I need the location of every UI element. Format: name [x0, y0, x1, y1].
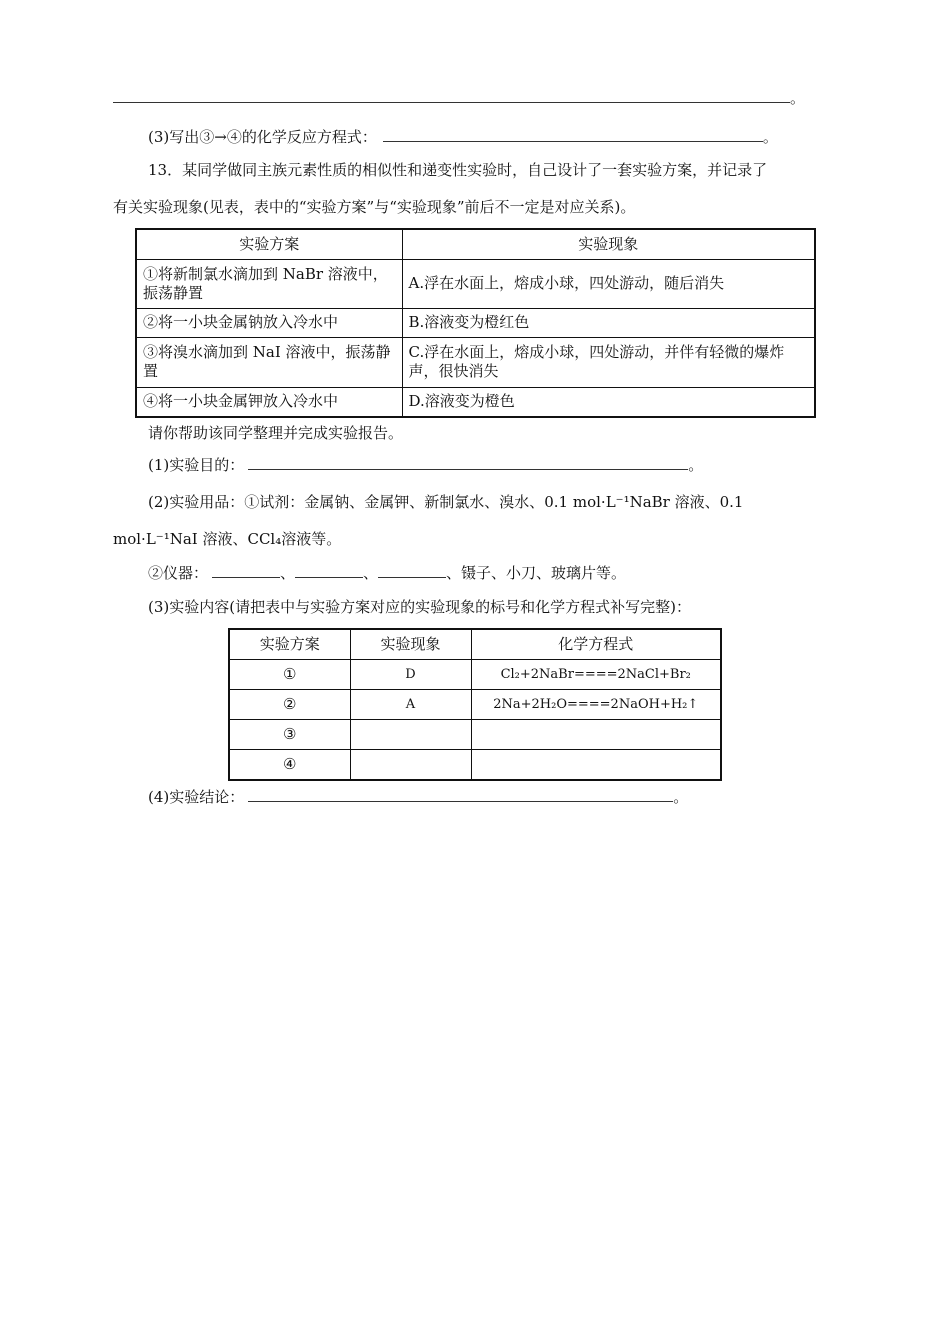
instruments-rest: 、镊子、小刀、玻璃片等。 — [446, 564, 627, 582]
conclusion-blank[interactable] — [248, 787, 673, 802]
phenomenon-blank[interactable] — [350, 719, 471, 749]
table-header: 实验现象 — [350, 629, 471, 659]
table-header: 化学方程式 — [471, 629, 721, 659]
separator: 、 — [363, 564, 379, 582]
table-cell: ② — [229, 689, 350, 719]
experiment-content-table — [228, 628, 722, 781]
q12-part3 — [148, 127, 778, 147]
purpose-blank[interactable] — [248, 455, 688, 470]
table-cell: ④ — [229, 749, 350, 780]
period: 。 — [762, 128, 778, 146]
table-row — [136, 259, 815, 308]
instruments-label: ②仪器： — [148, 564, 209, 582]
equation-blank[interactable] — [471, 749, 721, 780]
equation-blank[interactable] — [471, 719, 721, 749]
phenomenon-blank[interactable] — [350, 749, 471, 780]
instruments — [148, 563, 626, 583]
period: 。 — [790, 89, 806, 107]
request-text: 请你帮助该同学整理并完成实验报告。 — [148, 424, 404, 442]
table-header: 实验现象 — [402, 229, 815, 259]
table-row — [229, 689, 721, 719]
answer-line-blank — [113, 88, 805, 108]
table-cell: ②将一小块金属钠放入冷水中 — [136, 308, 402, 337]
q13-intro-line2: 有关实验现象(见表，表中的“实验方案”与“实验现象”前后不一定是对应关系)。 — [113, 198, 636, 216]
part2-line2: mol·L⁻¹NaI 溶液、CCl₄溶液等。 — [113, 530, 342, 548]
instrument-blank-1[interactable] — [212, 563, 280, 578]
table-row — [229, 749, 721, 780]
q13-intro-line1: 13．某同学做同主族元素性质的相似性和递变性实验时，自己设计了一套实验方案，并记录了 — [148, 161, 768, 179]
part1 — [148, 455, 703, 475]
part4-label: (4)实验结论： — [148, 788, 245, 806]
table-cell: ①将新制氯水滴加到 NaBr 溶液中，振荡静置 — [136, 259, 402, 308]
part2-line1: (2)实验用品：①试剂：金属钠、金属钾、新制氯水、溴水、0.1 mol·L⁻¹NaBr 溶液、0.1 — [148, 493, 744, 511]
table-cell: D.溶液变为橙色 — [402, 387, 815, 417]
separator: 、 — [280, 564, 296, 582]
table-cell: A — [350, 689, 471, 719]
table-cell: ③将溴水滴加到 NaI 溶液中，振荡静置 — [136, 337, 402, 387]
part3-label: (3)实验内容(请把表中与实验方案对应的实验现象的标号和化学方程式补写完整)： — [148, 598, 691, 616]
answer-blank[interactable] — [113, 88, 790, 103]
equation-cell: Cl₂+2NaBr====2NaCl+Br₂ — [471, 659, 721, 689]
table-row — [229, 719, 721, 749]
table-cell: A.浮在水面上，熔成小球，四处游动，随后消失 — [402, 259, 815, 308]
instrument-blank-2[interactable] — [295, 563, 363, 578]
part3-answer-blank[interactable] — [383, 127, 763, 142]
table-header: 实验方案 — [229, 629, 350, 659]
table-cell: B.溶液变为橙红色 — [402, 308, 815, 337]
table-row — [229, 659, 721, 689]
part1-label: (1)实验目的： — [148, 456, 245, 474]
instrument-blank-3[interactable] — [378, 563, 446, 578]
table-cell: C.浮在水面上，熔成小球，四处游动，并伴有轻微的爆炸声，很快消失 — [402, 337, 815, 387]
table-header: 实验方案 — [136, 229, 402, 259]
table-cell: ④将一小块金属钾放入冷水中 — [136, 387, 402, 417]
table-cell: D — [350, 659, 471, 689]
table-cell: ③ — [229, 719, 350, 749]
part3-label: (3)写出③→④的化学反应方程式： — [148, 128, 377, 146]
experiment-table — [135, 228, 816, 418]
table-row — [136, 337, 815, 387]
table-cell: ① — [229, 659, 350, 689]
equation-cell: 2Na+2H₂O====2NaOH+H₂↑ — [471, 689, 721, 719]
period: 。 — [673, 788, 689, 806]
period: 。 — [688, 456, 704, 474]
table-row — [136, 308, 815, 337]
part4 — [148, 787, 688, 807]
table-row — [136, 387, 815, 417]
